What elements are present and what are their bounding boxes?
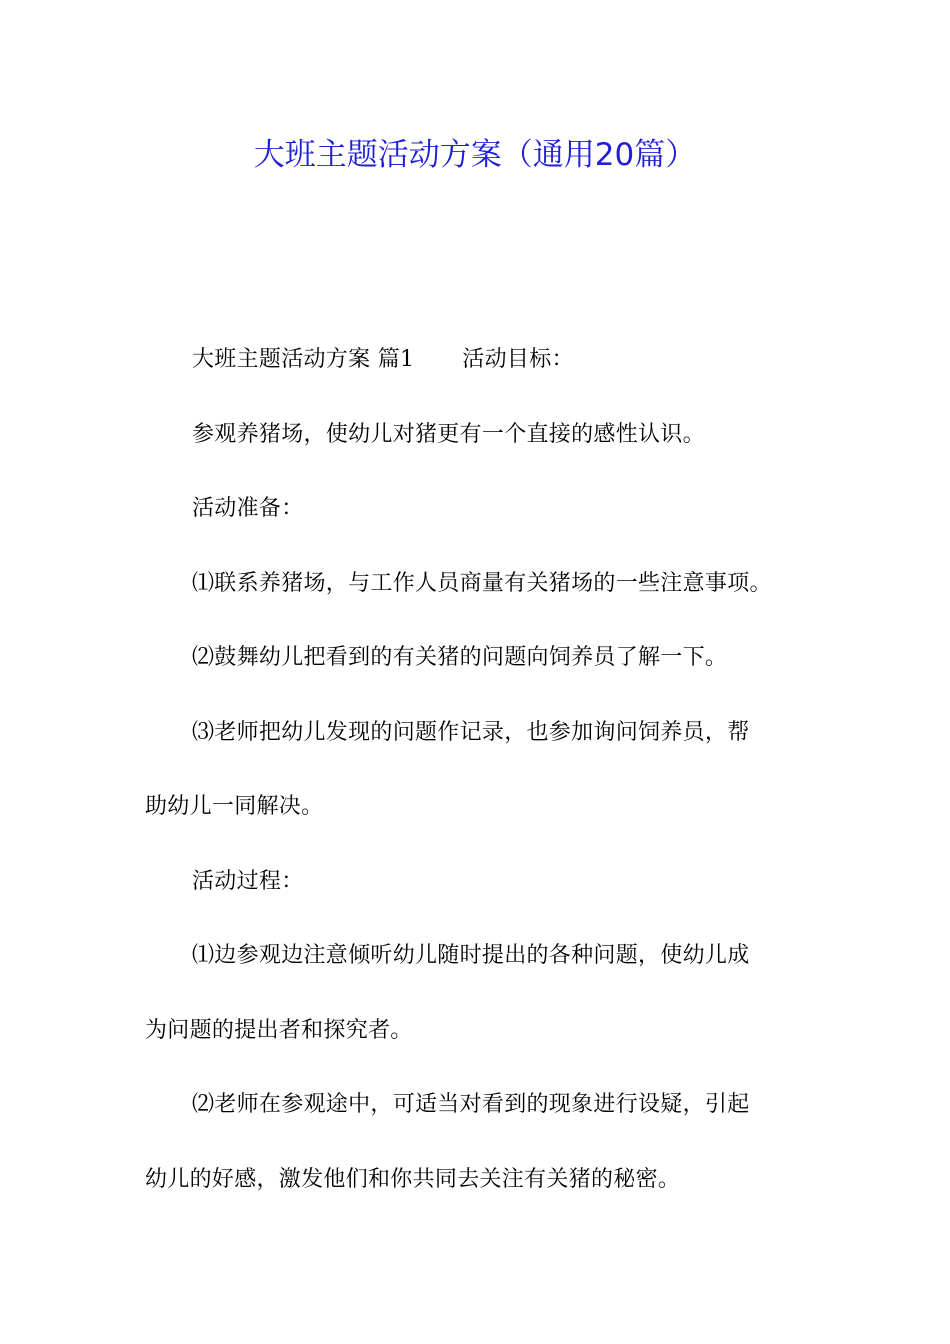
paragraph-line: 为问题的提出者和探究者。	[145, 1018, 413, 1043]
paragraph-line: ⑵鼓舞幼儿把看到的有关猪的问题向饲养员了解一下。	[192, 645, 728, 670]
paragraph-line: ⑵老师在参观途中，可适当对看到的现象进行设疑，引起	[192, 1092, 750, 1117]
paragraph-line: 活动准备：	[192, 496, 304, 521]
paragraph-line: ⑶老师把幼儿发现的问题作记录，也参加询问饲养员，帮	[192, 720, 750, 745]
paragraph-line: 活动过程：	[192, 869, 304, 894]
section-heading-goal-label: 活动目标：	[462, 347, 574, 372]
paragraph-line: ⑴联系养猪场，与工作人员商量有关猪场的一些注意事项。	[192, 571, 772, 596]
paragraph-line: 助幼儿一同解决。	[145, 794, 324, 819]
section-heading-title: 大班主题活动方案 篇1	[192, 347, 415, 372]
paragraph-line: ⑴边参观边注意倾听幼儿随时提出的各种问题，使幼儿成	[192, 943, 750, 968]
paragraph-line: 幼儿的好感，激发他们和你共同去关注有关猪的秘密。	[145, 1167, 681, 1192]
section-heading	[192, 344, 812, 376]
document-title: 大班主题活动方案（通用20篇）	[253, 137, 697, 173]
paragraph-line: 参观养猪场，使幼儿对猪更有一个直接的感性认识。	[192, 422, 705, 447]
